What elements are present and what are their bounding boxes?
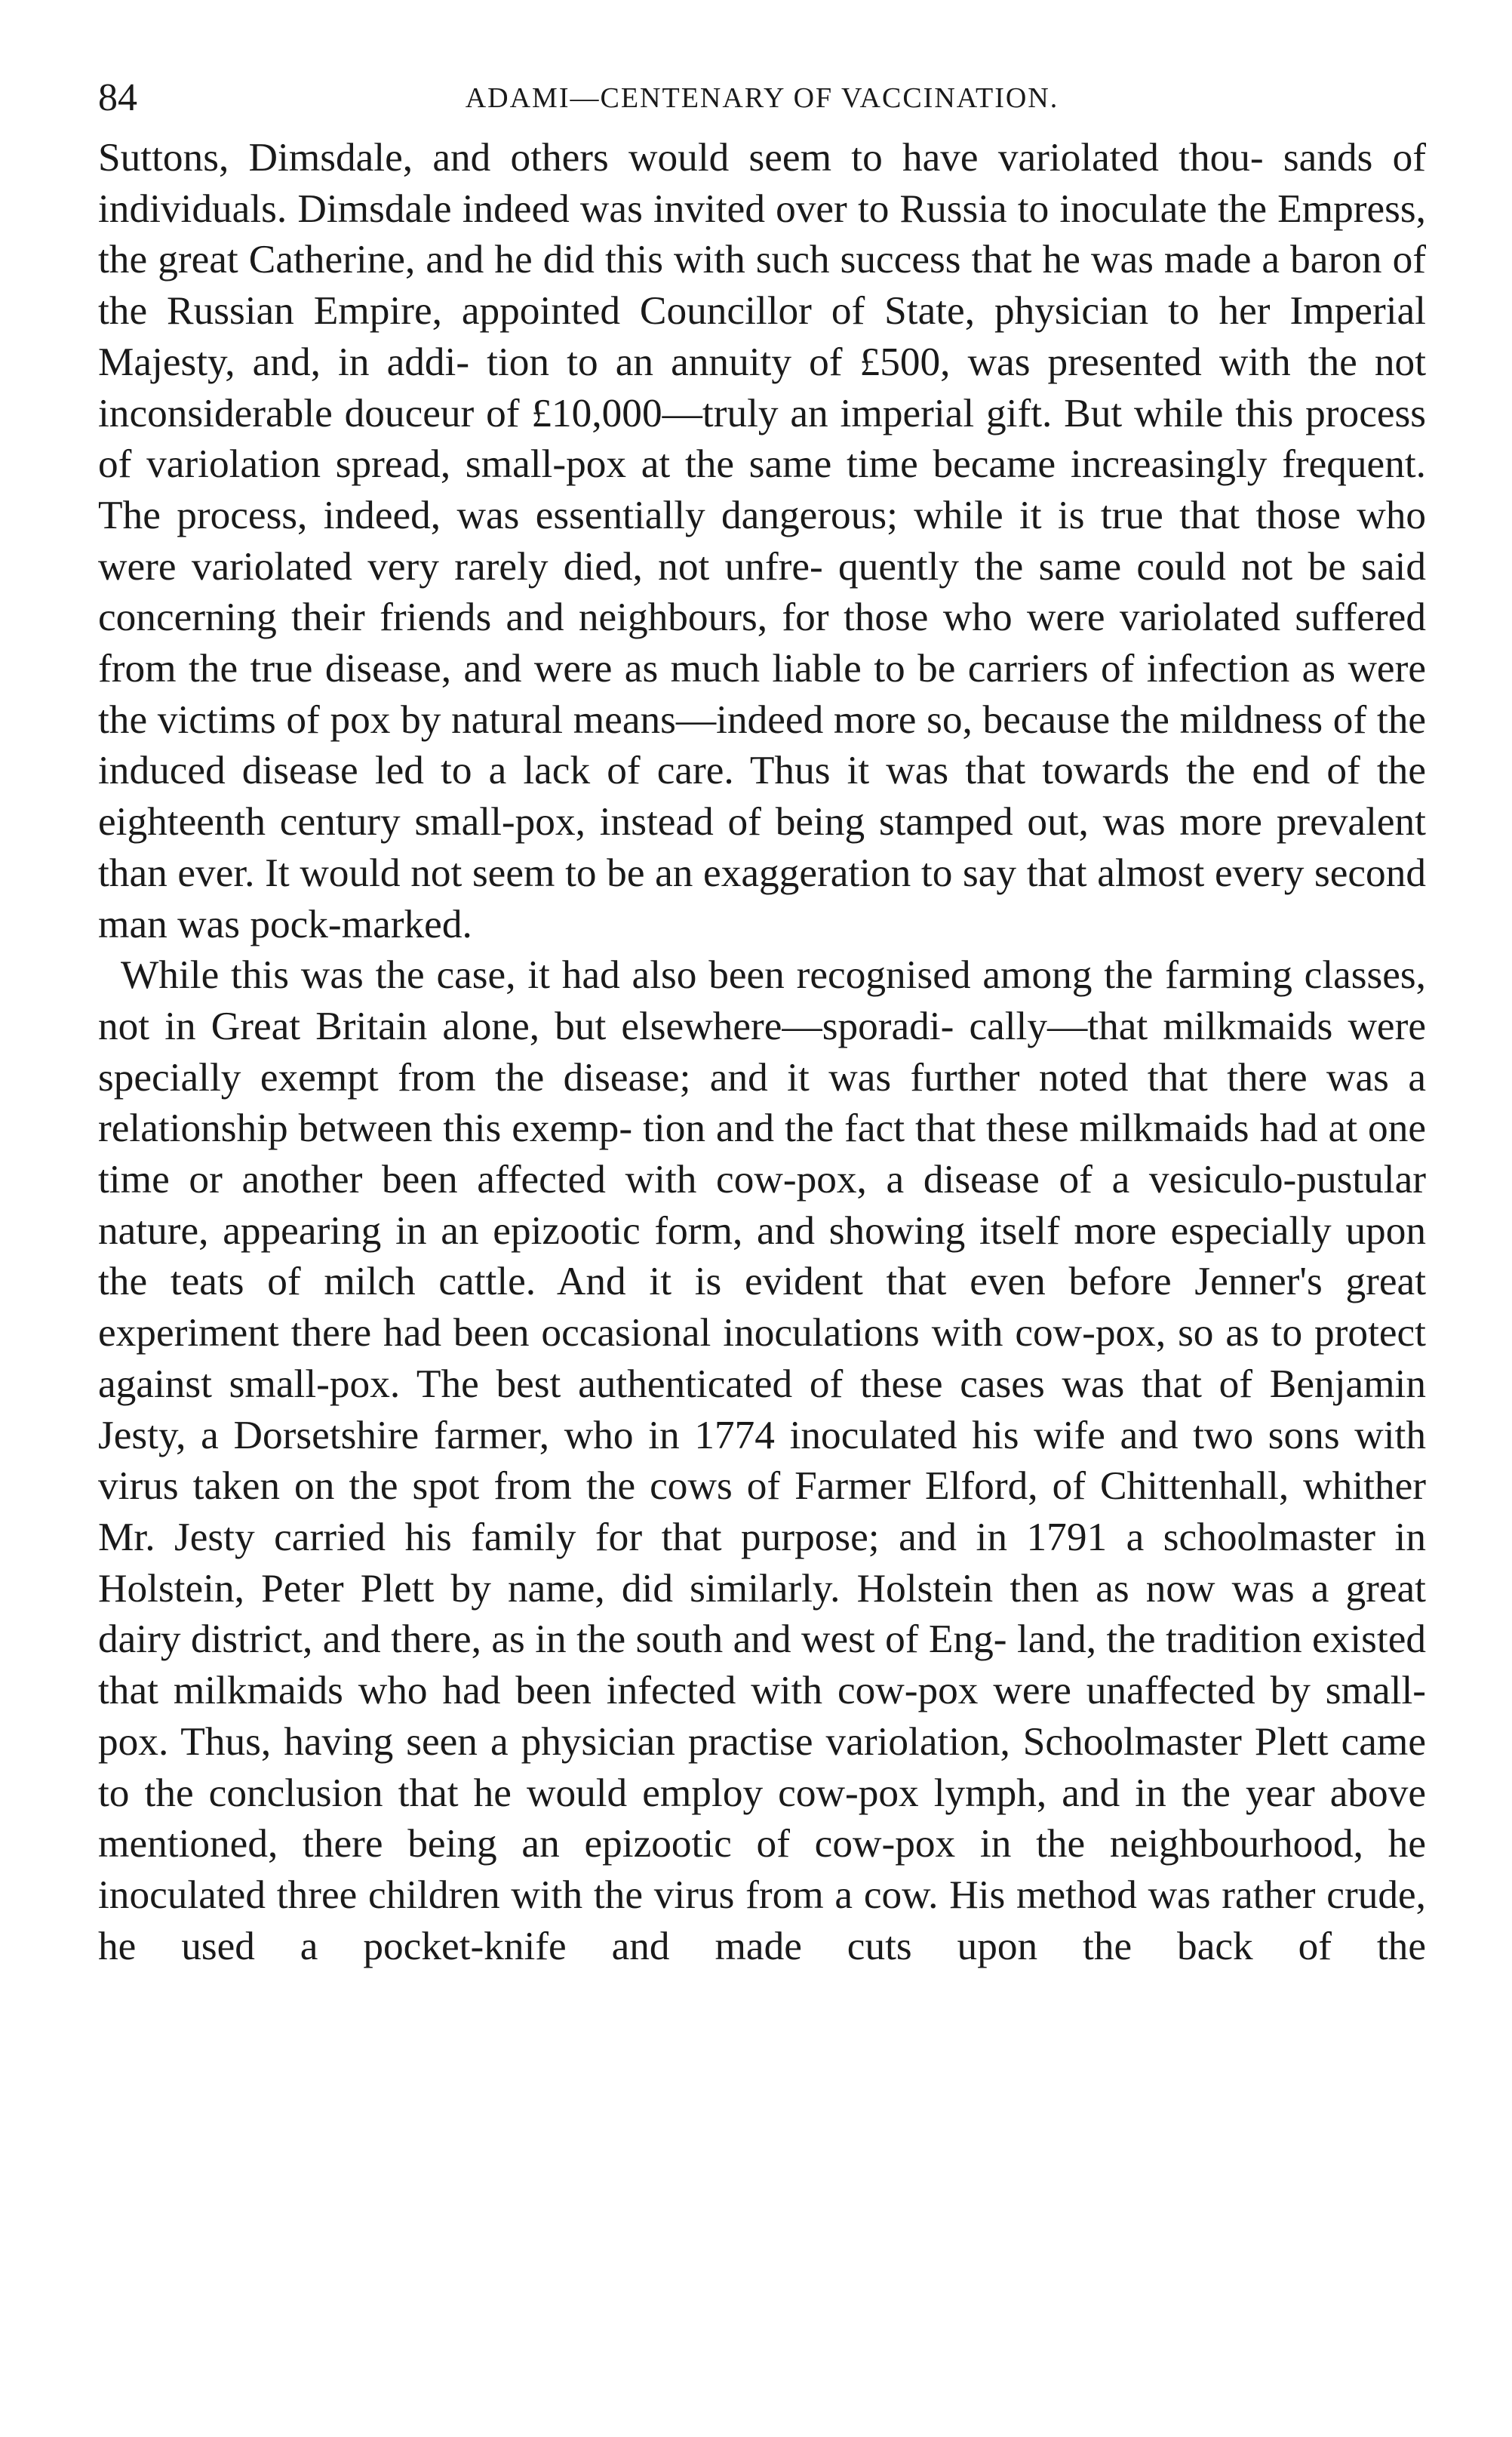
body-text [98, 132, 1426, 1971]
document-page [98, 72, 1426, 2411]
paragraph-2 [98, 949, 1426, 1971]
paragraph-1-last-line: pock-marked. [250, 901, 472, 946]
paragraph-1 [98, 132, 1426, 949]
paragraph-1-text: Suttons, Dimsdale, and others would seem to have variolated thou- sands of individuals. Dimsdale indeed was invited over to Russia to inoculate the Empress, the great Catherine, and he did this with such success that he was made a baron of the Russian Empire, appointed Councillor of State, physician to her Imperial Majesty, and, in addi- tion to an annuity of £500, was presented with the not inconsiderable douceur of £10,000—truly an imperial gift. But while this process of variolation spread, small-pox at the same time became increasingly frequent. The process, indeed, was essentially dangerous; while it is true that those who were variolated very rarely died, not unfre- quently the same could not be said concerning their friends and neighbours, for those who were variolated suffered from the true disease, and were as much liable to be carriers of infection as were the victims of pox by natural means—indeed more so, because the mildness of the induced disease led to a lack of care. Thus it was that towards the end of the eighteenth century small-pox, instead of being stamped out, was more prevalent than ever. It would not seem to be an exaggeration to say that almost every second man was [98, 135, 1426, 946]
page-number: 84 [98, 76, 137, 119]
page-header [98, 72, 1426, 125]
running-head: ADAMI—CENTENARY OF VACCINATION. [465, 82, 1059, 114]
paragraph-2-text: While this was the case, it had also been recognised among the farming classes, not in Great Britain alone, but elsewhere—sporadi- cally—that milkmaids were specially exempt from the disease; and it was further noted that there was a relationship between this exemp- tion and the fact that these milkmaids had at one time or another been affected with cow-pox, a disease of a vesiculo-pustular nature, appearing in an epizootic form, and showing itself more especially upon the teats of milch cattle. And it is evident that even before Jenner's great experiment there had been occasional inoculations with cow-pox, so as to protect against small-pox. The best authenticated of these cases was that of Benjamin Jesty, a Dorsetshire farmer, who in 1774 inoculated his wife and two sons with virus taken on the spot from the cows of Farmer Elford, of Chittenhall, whither Mr. Jesty carried his family for that purpose; and in 1791 a schoolmaster in Holstein, Peter Plett by name, did similarly. Holstein then as now was a great dairy district, and there, as in the south and west of Eng- land, the tradition existed that milkmaids who had been infected with cow-pox were unaffected by small-pox. Thus, having seen a physician practise variolation, Schoolmaster Plett came to the conclusion that he would employ cow-pox lymph, and in the year above mentioned, there being an epizootic of cow-pox in the neighbourhood, he inoculated three children with the virus from a cow. His method was rather crude, he used a pocket-knife and made cuts upon the back of the [98, 952, 1426, 1968]
